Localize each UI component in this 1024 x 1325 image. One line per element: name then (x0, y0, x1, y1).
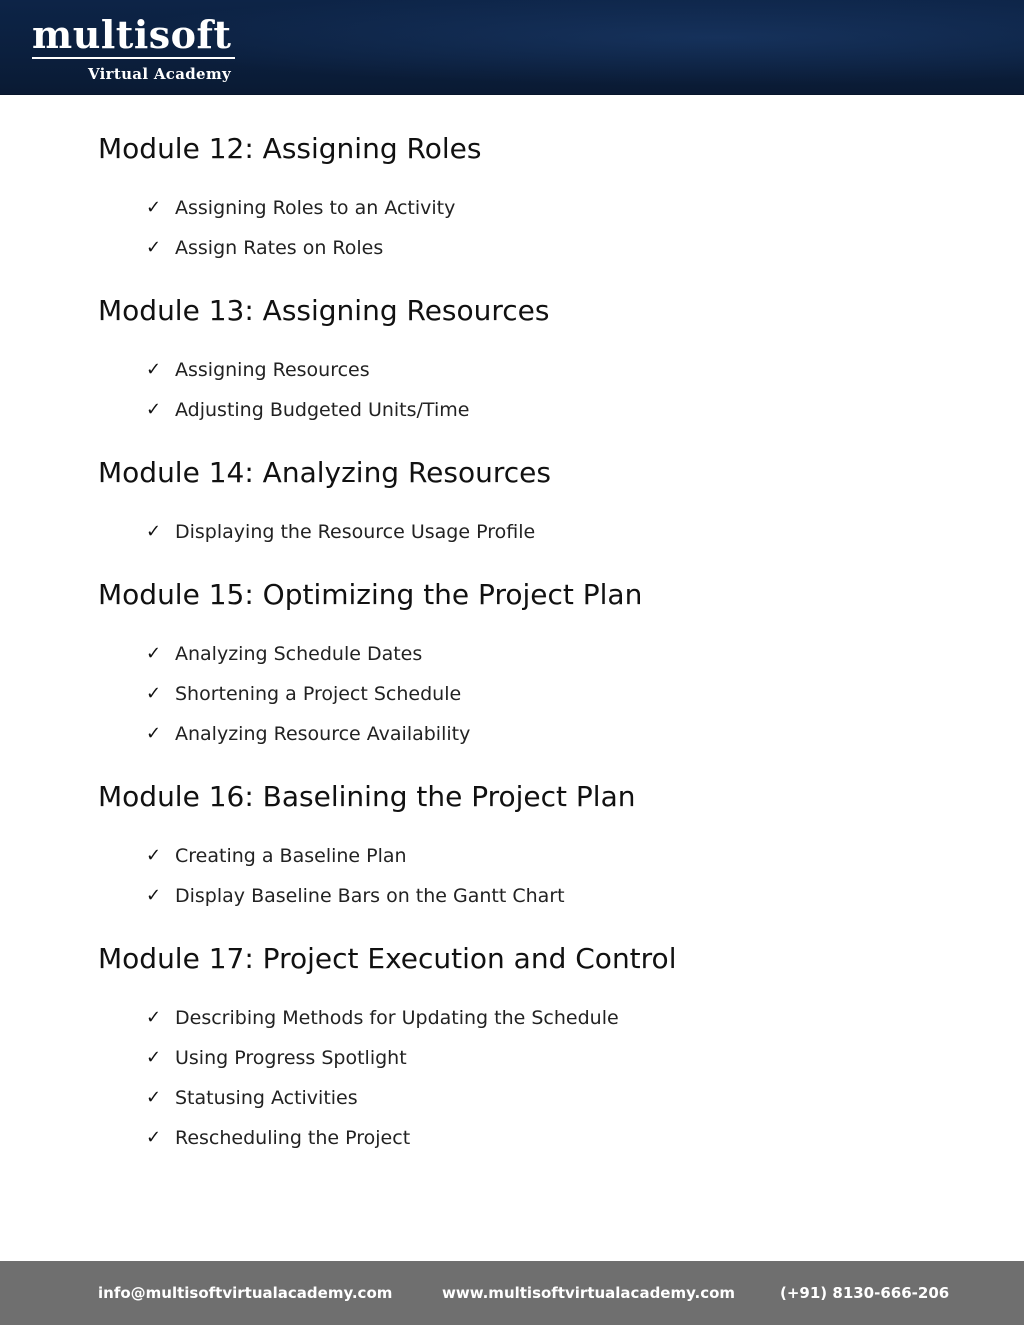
list-item (98, 1038, 958, 1078)
module-12 (98, 118, 958, 268)
topic-text: Rescheduling the Project (175, 1127, 411, 1149)
list-item (98, 714, 958, 754)
module-title: Module 15: Optimizing the Project Plan (98, 578, 643, 611)
module-14 (98, 442, 958, 552)
list-item (98, 836, 958, 876)
topic-text: Adjusting Budgeted Units/Time (175, 399, 470, 421)
list-item (98, 1118, 958, 1158)
module-13 (98, 280, 958, 430)
module-title: Module 17: Project Execution and Control (98, 942, 677, 975)
topic-list (98, 188, 958, 268)
topic-text: Creating a Baseline Plan (175, 845, 407, 867)
checkmark-icon: ✓ (146, 399, 162, 420)
topic-text: Analyzing Resource Availability (175, 723, 471, 745)
module-15 (98, 564, 958, 754)
list-item (98, 674, 958, 714)
checkmark-icon: ✓ (146, 683, 162, 704)
list-item (98, 350, 958, 390)
page-header (0, 0, 1024, 95)
checkmark-icon: ✓ (146, 885, 162, 906)
checkmark-icon: ✓ (146, 521, 162, 542)
module-title: Module 16: Baselining the Project Plan (98, 780, 636, 813)
logo-wordmark: multisoft (32, 12, 232, 57)
topic-text: Displaying the Resource Usage Profile (175, 521, 536, 543)
footer-website-link[interactable]: www.multisoftvirtualacademy.com (442, 1284, 736, 1302)
topic-text: Assigning Roles to an Activity (175, 197, 456, 219)
topic-text: Shortening a Project Schedule (175, 683, 462, 705)
course-outline (98, 118, 958, 1170)
topic-text: Statusing Activities (175, 1087, 358, 1109)
multisoft-logo[interactable] (32, 10, 242, 86)
checkmark-icon: ✓ (146, 643, 162, 664)
topic-list (98, 998, 958, 1158)
topic-text: Assigning Resources (175, 359, 370, 381)
checkmark-icon: ✓ (146, 1087, 162, 1108)
checkmark-icon: ✓ (146, 1047, 162, 1068)
module-title: Module 12: Assigning Roles (98, 132, 482, 165)
list-item (98, 512, 958, 552)
list-item (98, 998, 958, 1038)
module-title: Module 13: Assigning Resources (98, 294, 550, 327)
topic-list (98, 350, 958, 430)
topic-list (98, 512, 958, 552)
module-title: Module 14: Analyzing Resources (98, 456, 551, 489)
logo-divider (32, 57, 235, 59)
logo-tagline: Virtual Academy (88, 65, 232, 83)
list-item (98, 188, 958, 228)
list-item (98, 876, 958, 916)
module-16 (98, 766, 958, 916)
topic-text: Describing Methods for Updating the Schedule (175, 1007, 619, 1029)
page-footer (0, 1261, 1024, 1325)
list-item (98, 228, 958, 268)
topic-text: Display Baseline Bars on the Gantt Chart (175, 885, 565, 907)
checkmark-icon: ✓ (146, 1127, 162, 1148)
checkmark-icon: ✓ (146, 845, 162, 866)
topic-text: Using Progress Spotlight (175, 1047, 407, 1069)
checkmark-icon: ✓ (146, 359, 162, 380)
topic-list (98, 836, 958, 916)
topic-text: Analyzing Schedule Dates (175, 643, 423, 665)
checkmark-icon: ✓ (146, 1007, 162, 1028)
footer-phone-number[interactable]: (+91) 8130-666-206 (780, 1284, 950, 1302)
checkmark-icon: ✓ (146, 723, 162, 744)
module-17 (98, 928, 958, 1158)
topic-text: Assign Rates on Roles (175, 237, 384, 259)
footer-email-link[interactable]: info@multisoftvirtualacademy.com (98, 1284, 393, 1302)
list-item (98, 634, 958, 674)
topic-list (98, 634, 958, 754)
list-item (98, 1078, 958, 1118)
checkmark-icon: ✓ (146, 197, 162, 218)
list-item (98, 390, 958, 430)
checkmark-icon: ✓ (146, 237, 162, 258)
